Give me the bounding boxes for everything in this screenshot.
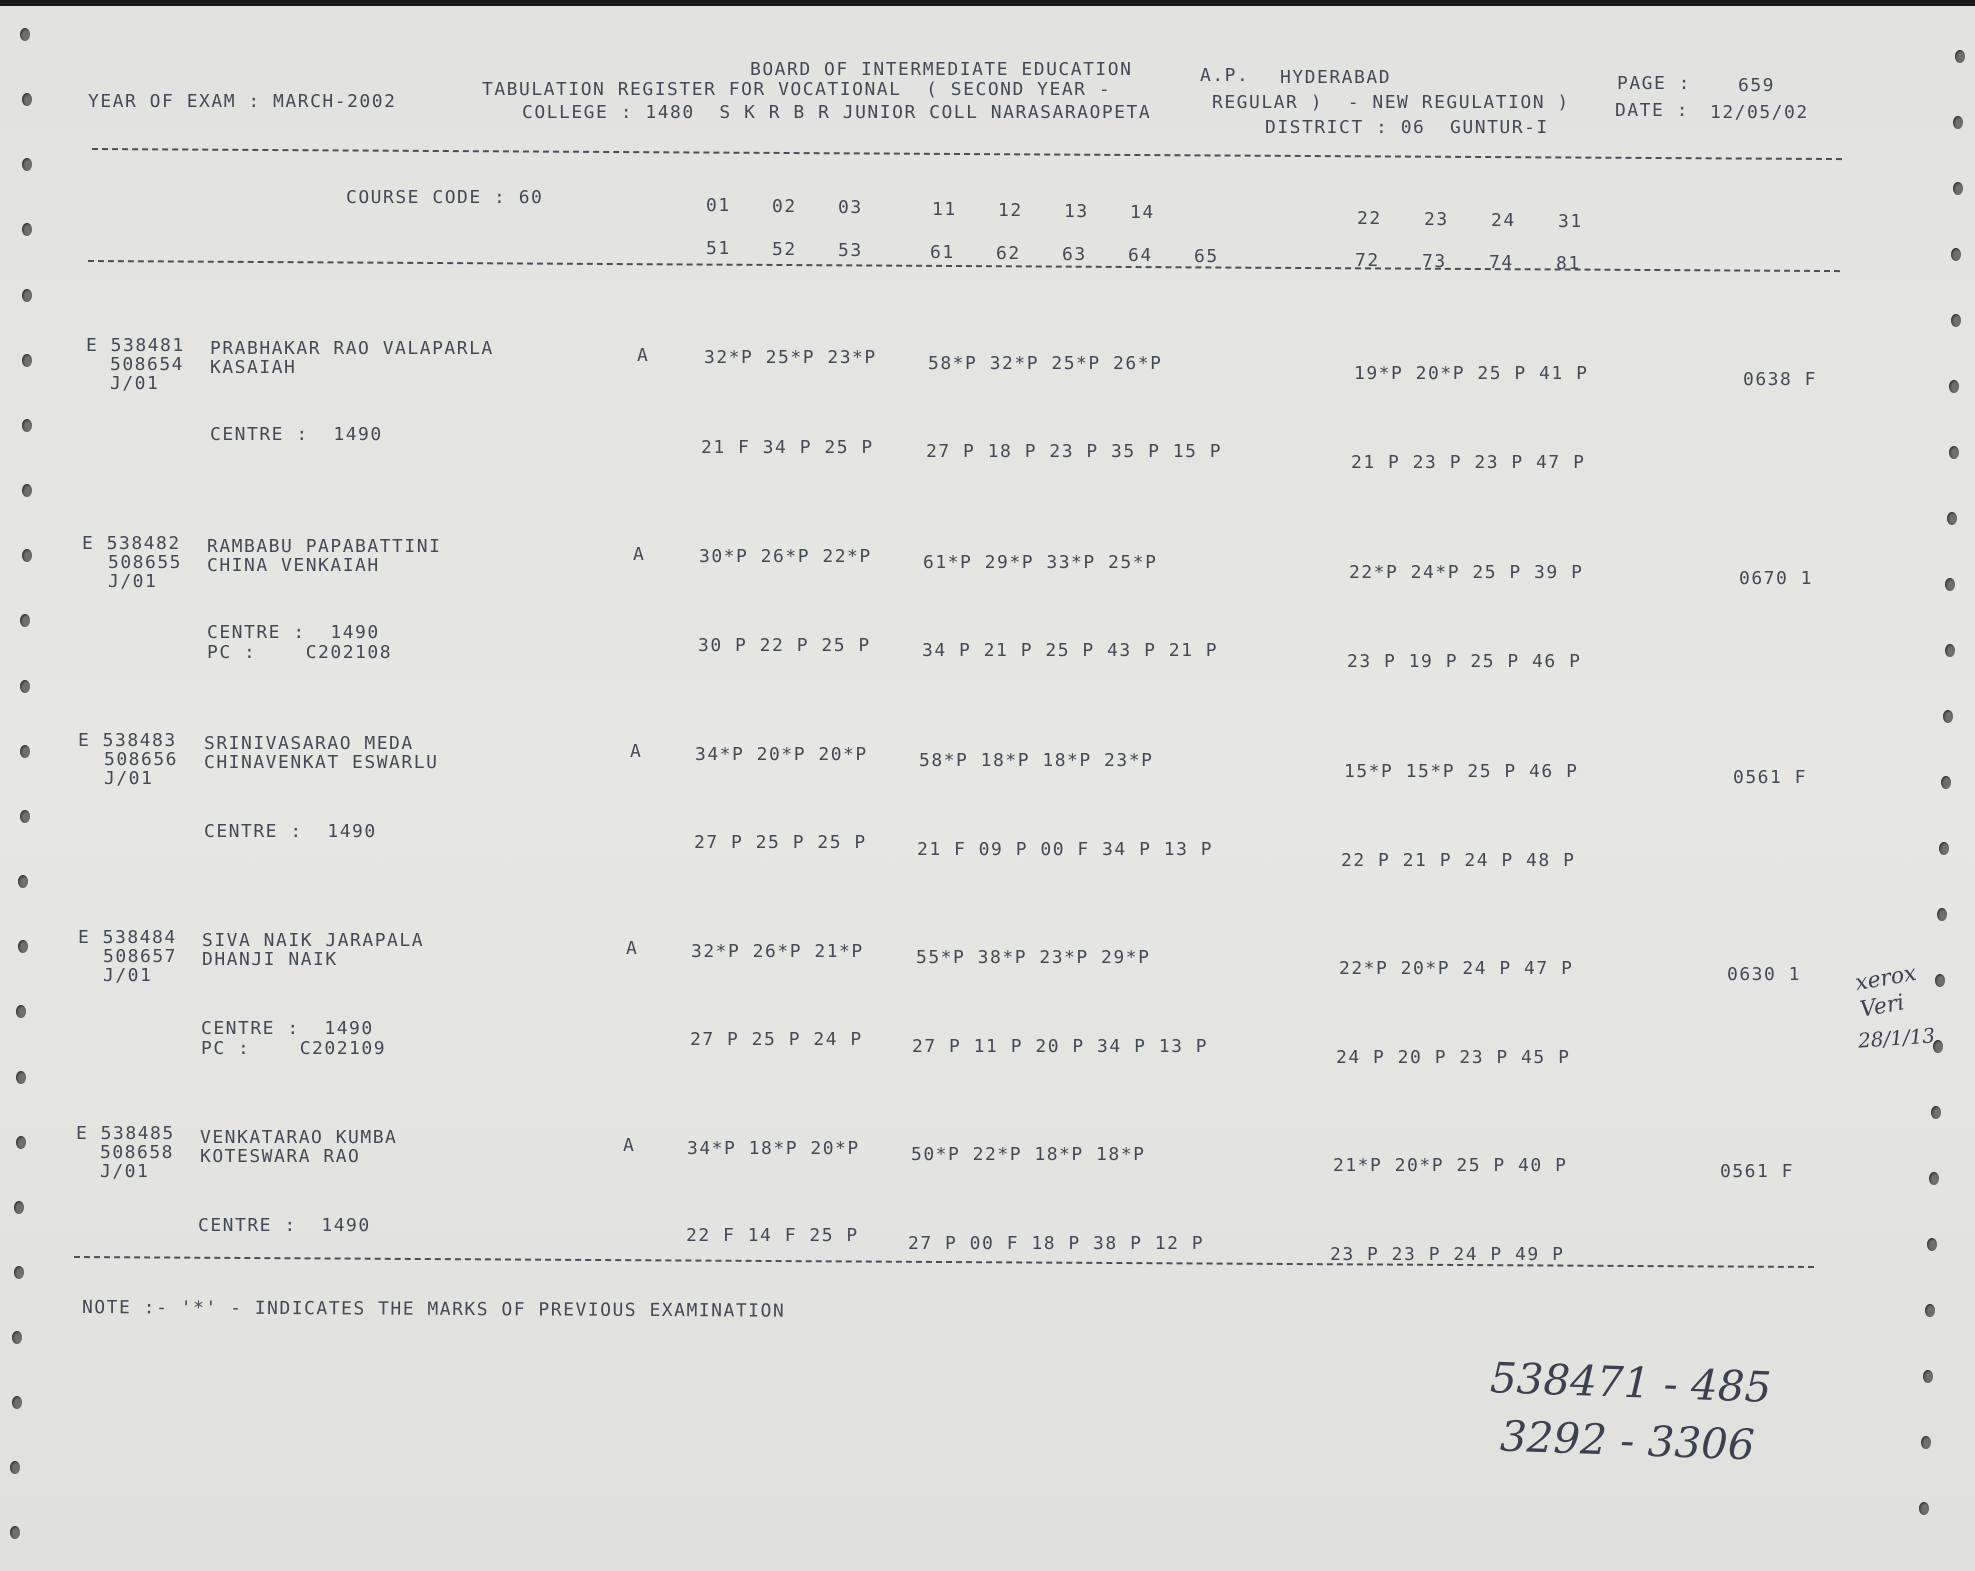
total-result: 0561 F	[1733, 767, 1808, 788]
student-name: PRABHAKAR RAO VALAPARLA	[210, 338, 494, 359]
marks-first-year-b: 58*P 32*P 25*P 26*P	[928, 353, 1163, 374]
marks-second-year-c: 22 P 21 P 24 P 48 P	[1341, 850, 1576, 871]
col-code: 12	[998, 200, 1023, 221]
district-line: DISTRICT : 06 GUNTUR-I	[1265, 117, 1549, 138]
year-of-exam: YEAR OF EXAM : MARCH-2002	[88, 91, 397, 112]
col-code: 14	[1130, 202, 1155, 223]
marks-first-year-c: 22*P 20*P 24 P 47 P	[1339, 958, 1574, 979]
col-code: 52	[772, 239, 797, 260]
footnote: NOTE :- '*' - INDICATES THE MARKS OF PREVIOUS EXAMINATION	[81, 1297, 786, 1322]
medium-code: A	[633, 544, 646, 565]
marks-second-year-a: 21 F 34 P 25 P	[701, 437, 874, 458]
marks-second-year-b: 21 F 09 P 00 F 34 P 13 P	[917, 839, 1214, 860]
group-code: J/01	[103, 965, 153, 986]
centre-code: CENTRE : 1490	[198, 1215, 371, 1236]
marks-first-year-b: 61*P 29*P 33*P 25*P	[923, 552, 1158, 573]
col-code: 51	[706, 238, 731, 259]
handwritten-veri: Veri	[1858, 990, 1907, 1023]
group-code: J/01	[108, 571, 158, 592]
father-name: KOTESWARA RAO	[200, 1146, 361, 1167]
handwritten-range-hall-tickets: 538471 - 485	[1489, 1353, 1773, 1412]
marks-second-year-a: 27 P 25 P 25 P	[694, 832, 867, 853]
medium-code: A	[623, 1135, 636, 1156]
col-code: 11	[932, 199, 957, 220]
marks-first-year-b: 55*P 38*P 23*P 29*P	[916, 947, 1151, 968]
marks-second-year-b: 34 P 21 P 25 P 43 P 21 P	[922, 640, 1219, 661]
registration-number: 508654	[110, 354, 185, 375]
father-name: KASAIAH	[210, 357, 297, 378]
registration-number: 508658	[100, 1142, 175, 1163]
father-name: CHINAVENKAT ESWARLU	[204, 752, 439, 773]
marks-first-year-c: 21*P 20*P 25 P 40 P	[1333, 1155, 1568, 1176]
hall-ticket-number: E 538484	[78, 927, 177, 948]
handwritten-range-serials: 3292 - 3306	[1499, 1411, 1756, 1470]
hall-ticket-number: E 538482	[82, 533, 181, 554]
marks-second-year-c: 21 P 23 P 23 P 47 P	[1351, 452, 1586, 473]
registration-number: 508657	[103, 946, 178, 967]
medium-code: A	[637, 345, 650, 366]
medium-code: A	[626, 938, 639, 959]
header-rule	[92, 148, 1842, 160]
student-name: SRINIVASARAO MEDA	[204, 733, 414, 754]
centre-code: CENTRE : 1490	[201, 1018, 374, 1039]
student-name: VENKATARAO KUMBA	[200, 1127, 398, 1148]
hall-ticket-number: E 538485	[76, 1123, 175, 1144]
marks-second-year-b: 27 P 18 P 23 P 35 P 15 P	[926, 441, 1223, 462]
marks-first-year-c: 19*P 20*P 25 P 41 P	[1354, 363, 1589, 384]
col-code: 22	[1357, 208, 1382, 229]
marks-second-year-b: 27 P 00 F 18 P 38 P 12 P	[908, 1233, 1205, 1254]
pc-code: PC : C202109	[201, 1038, 387, 1059]
marks-first-year-a: 30*P 26*P 22*P	[699, 546, 872, 567]
register-sheet	[0, 6, 1975, 1571]
hall-ticket-number: E 538481	[86, 335, 185, 356]
marks-first-year-c: 22*P 24*P 25 P 39 P	[1349, 562, 1584, 583]
marks-first-year-c: 15*P 15*P 25 P 46 P	[1344, 761, 1579, 782]
college-line: COLLEGE : 1480 S K R B R JUNIOR COLL NARASARAOPETA	[522, 102, 1152, 123]
marks-second-year-c: 24 P 20 P 23 P 45 P	[1336, 1047, 1571, 1068]
registration-number: 508655	[108, 552, 183, 573]
date-label: DATE :	[1615, 100, 1690, 121]
centre-code: CENTRE : 1490	[204, 821, 377, 842]
col-code: 31	[1558, 211, 1583, 232]
page-number: 659	[1738, 75, 1776, 96]
col-code: 61	[930, 242, 955, 263]
marks-first-year-b: 58*P 18*P 18*P 23*P	[919, 750, 1154, 771]
total-result: 0561 F	[1720, 1161, 1795, 1182]
col-code: 24	[1491, 210, 1516, 231]
register-title: TABULATION REGISTER FOR VOCATIONAL ( SECOND YEAR -	[482, 79, 1112, 100]
marks-second-year-a: 27 P 25 P 24 P	[690, 1029, 863, 1050]
date-value: 12/05/02	[1710, 102, 1809, 123]
total-result: 0670 1	[1739, 568, 1814, 589]
marks-second-year-c: 23 P 19 P 25 P 46 P	[1347, 651, 1582, 672]
col-code: 62	[996, 243, 1021, 264]
student-name: RAMBABU PAPABATTINI	[207, 536, 442, 557]
col-code: 64	[1128, 245, 1153, 266]
student-name: SIVA NAIK JARAPALA	[202, 930, 425, 951]
col-code: 65	[1194, 246, 1219, 267]
col-code: 74	[1489, 252, 1514, 273]
marks-first-year-a: 32*P 26*P 21*P	[691, 941, 864, 962]
marks-second-year-b: 27 P 11 P 20 P 34 P 13 P	[912, 1036, 1209, 1057]
col-code: 13	[1064, 201, 1089, 222]
col-code: 81	[1556, 253, 1581, 274]
total-result: 0638 F	[1743, 369, 1818, 390]
marks-second-year-a: 30 P 22 P 25 P	[698, 635, 871, 656]
marks-first-year-b: 50*P 22*P 18*P 18*P	[911, 1144, 1146, 1165]
marks-second-year-a: 22 F 14 F 25 P	[686, 1225, 859, 1246]
regulation-label: REGULAR ) - NEW REGULATION )	[1212, 92, 1570, 113]
handwritten-xerox: xerox	[1853, 960, 1919, 997]
col-code: 23	[1424, 209, 1449, 230]
col-code: 03	[838, 197, 863, 218]
col-code: 72	[1355, 250, 1380, 271]
board-title: BOARD OF INTERMEDIATE EDUCATION	[750, 59, 1133, 80]
course-code: COURSE CODE : 60	[346, 187, 544, 208]
handwritten-veri-date: 28/1/13	[1857, 1023, 1936, 1053]
group-code: J/01	[104, 768, 154, 789]
group-code: J/01	[110, 373, 160, 394]
hall-ticket-number: E 538483	[78, 730, 177, 751]
registration-number: 508656	[104, 749, 179, 770]
centre-code: CENTRE : 1490	[210, 424, 383, 445]
page-label: PAGE :	[1617, 73, 1692, 94]
col-code: 01	[706, 195, 731, 216]
father-name: CHINA VENKAIAH	[207, 555, 380, 576]
marks-second-year-c: 23 P 23 P 24 P 49 P	[1330, 1244, 1565, 1265]
col-code: 73	[1422, 251, 1447, 272]
group-code: J/01	[100, 1161, 150, 1182]
total-result: 0630 1	[1727, 964, 1802, 985]
medium-code: A	[630, 741, 643, 762]
col-code: 02	[772, 196, 797, 217]
father-name: DHANJI NAIK	[202, 949, 338, 970]
col-code: 63	[1062, 244, 1087, 265]
centre-code: CENTRE : 1490	[207, 622, 380, 643]
city-label: HYDERABAD	[1280, 67, 1392, 88]
col-code: 53	[838, 240, 863, 261]
state-label: A.P.	[1200, 65, 1250, 86]
marks-first-year-a: 32*P 25*P 23*P	[704, 347, 877, 368]
pc-code: PC : C202108	[207, 642, 393, 663]
marks-first-year-a: 34*P 18*P 20*P	[687, 1138, 860, 1159]
marks-first-year-a: 34*P 20*P 20*P	[695, 744, 868, 765]
